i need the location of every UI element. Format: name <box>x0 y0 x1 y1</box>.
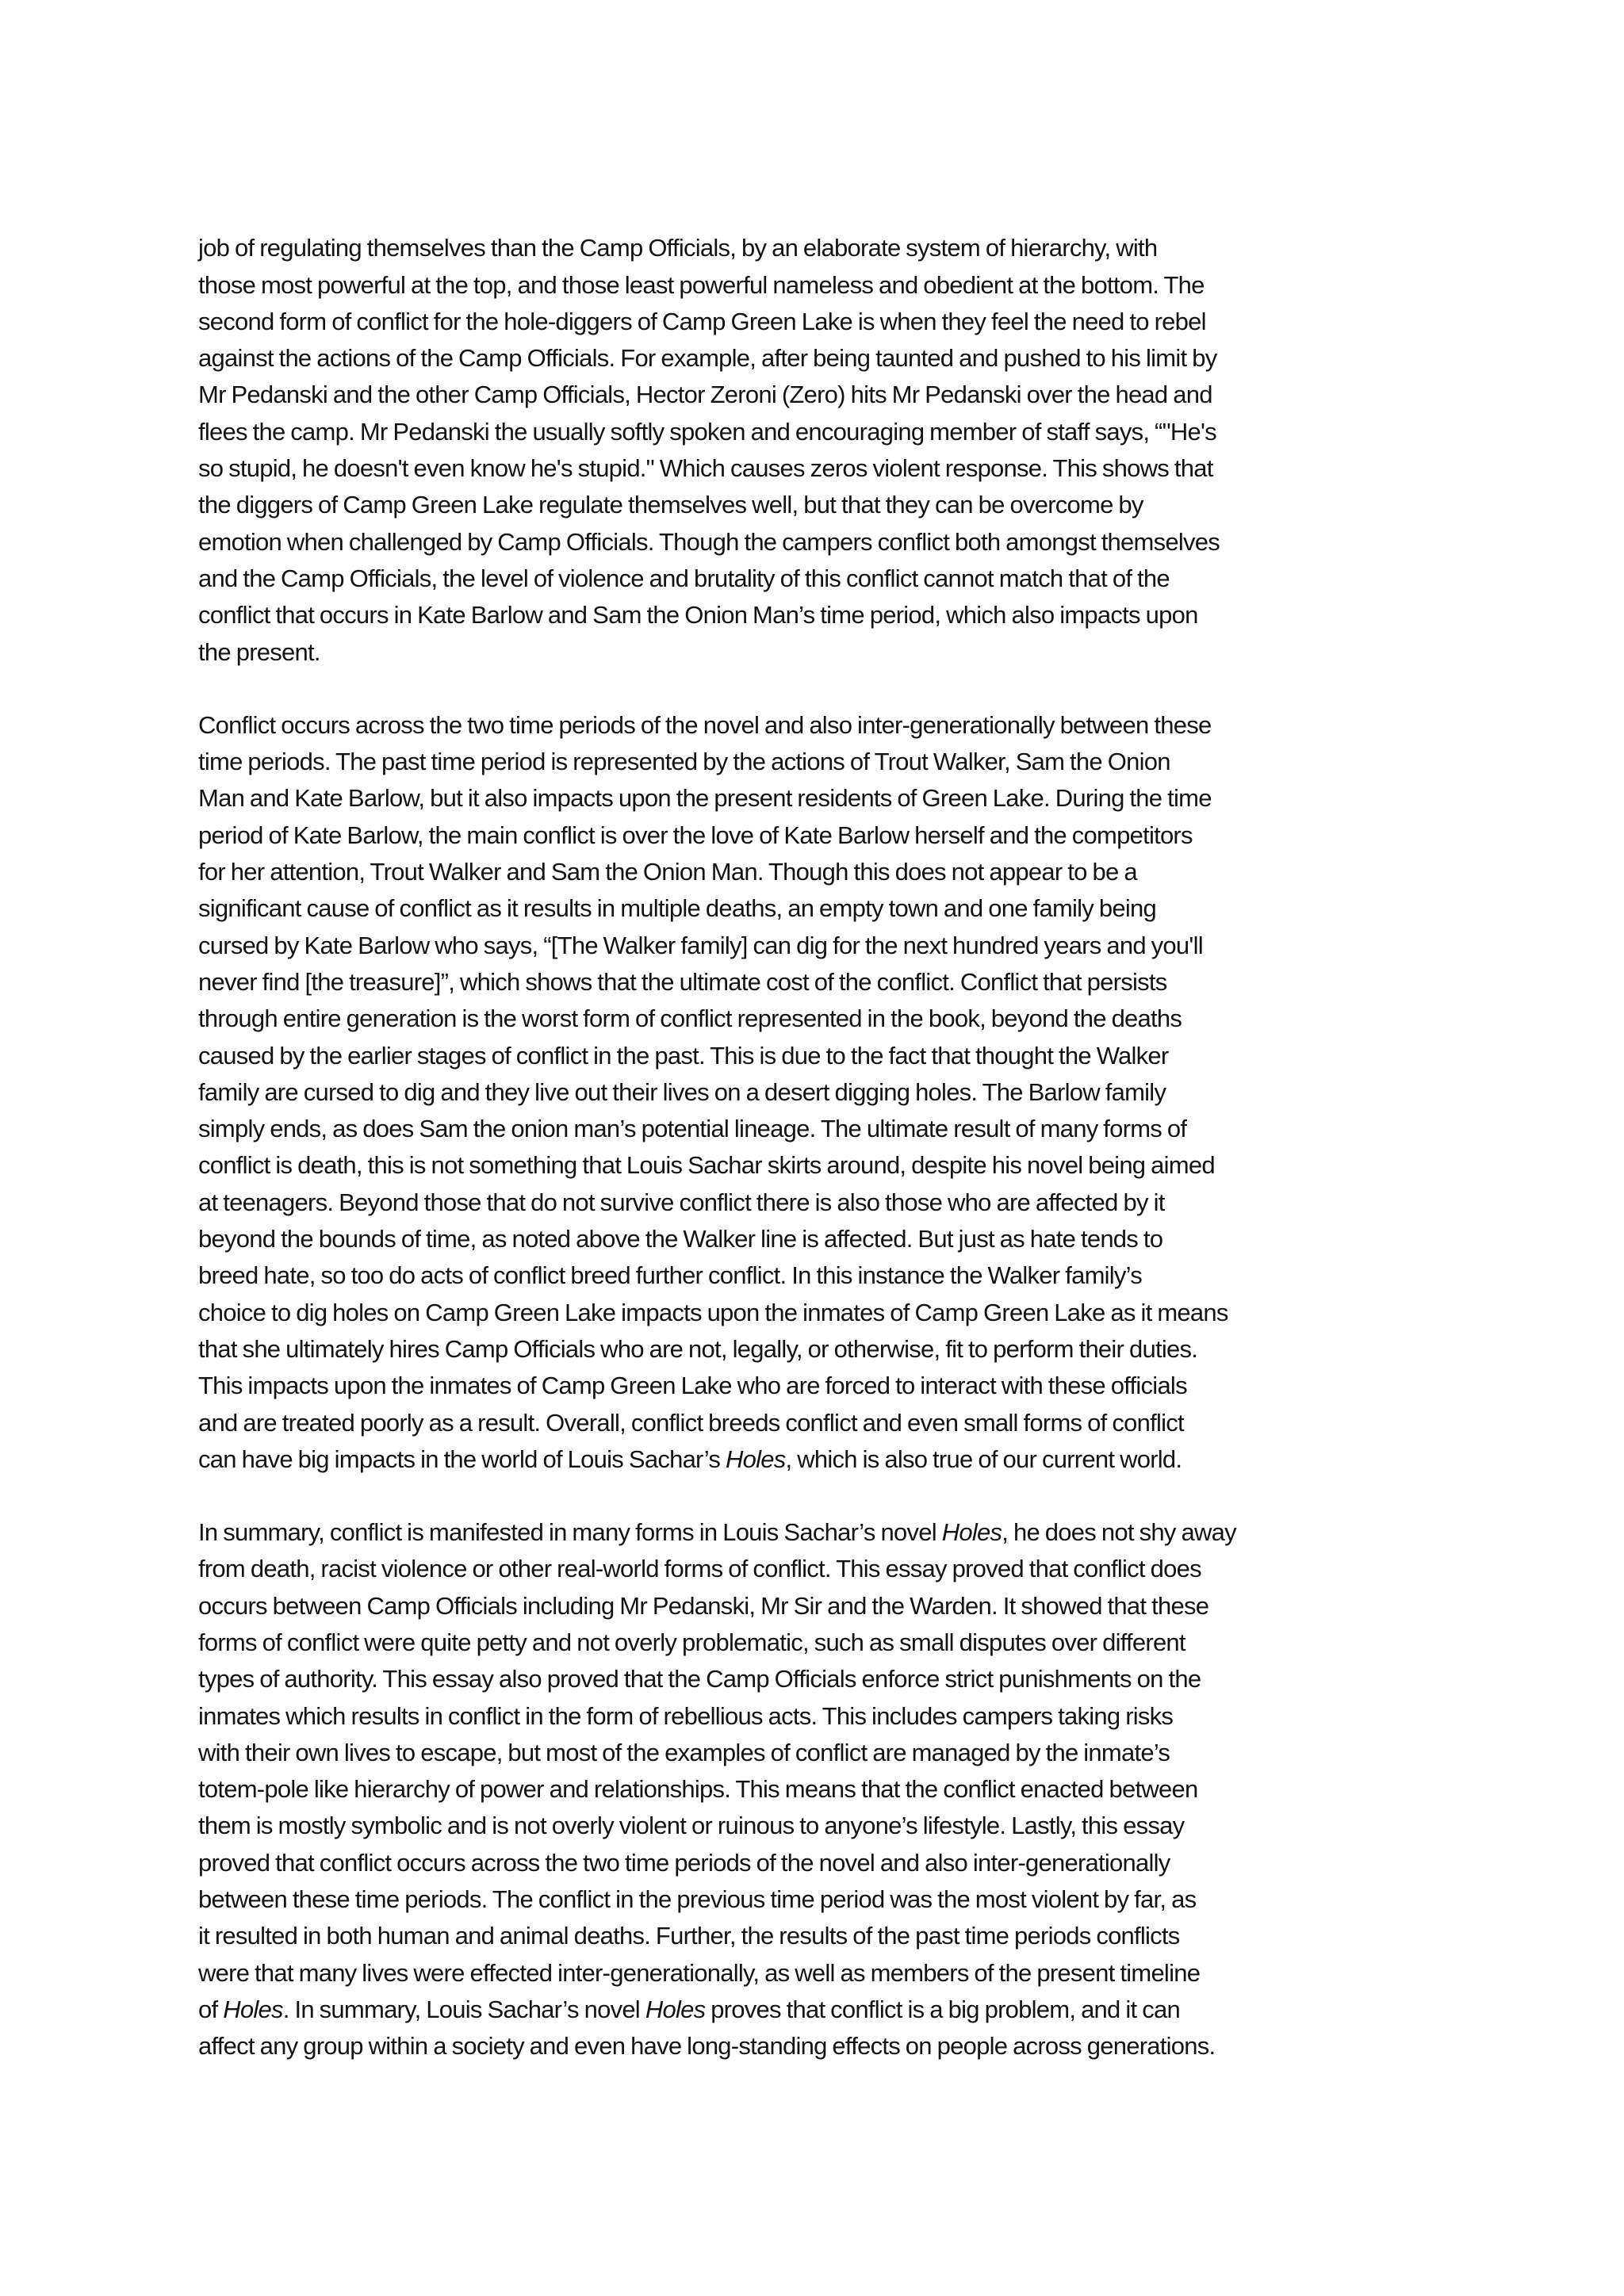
essay-paragraph <box>198 707 1443 1478</box>
paragraph-text: , which is also true of our current world. <box>785 1445 1182 1473</box>
paragraph-text: , he does not shy away from death, racist violence or other real-world forms of conflict. This essay proved that conflict does occurs between Camp Officials including Mr Pedanski, Mr Sir and the Warden. It showed that these forms of conflict were quite petty and not overly problematic, such as small disputes over different types of authority. This essay also proved that the Camp Officials enforce strict punishments on the inmates which results in conflict in the form of rebellious acts. This includes campers taking risks with their own lives to escape, but most of the examples of conflict are managed by the inmate’s totem-pole like hierarchy of power and relationships. This means that the conflict enacted between them is mostly symbolic and is not overly violent or ruinous to anyone’s lifestyle. Lastly, this essay proved that conflict occurs across the two time periods of the novel and also inter-generationally between these time periods. The conflict in the previous time period was the most violent by far, as it resulted in both human and animal deaths. Further, the results of the past time periods conflicts were that many lives were effected inter-generationally, as well as members of the present timeline of <box>198 1518 1236 2023</box>
paragraph-text: proves that conflict is a big problem, and it can affect any group within a society and even have long-standing effects on people across generations. <box>198 1995 1216 2061</box>
paragraph-text: . In summary, Louis Sachar’s novel <box>282 1995 645 2023</box>
paragraph-text: In summary, conflict is manifested in many forms in Louis Sachar’s novel <box>198 1518 942 1547</box>
paragraph-text: job of regulating themselves than the Camp Officials, by an elaborate system of hierarchy, with those most powerful at the top, and those least powerful nameless and obedient at the bottom. The second form of conflict for the hole-diggers of Camp Green Lake is when they feel the need to rebel against the actions of the Camp Officials. For example, after being taunted and pushed to his limit by Mr Pedanski and the other Camp Officials, Hector Zeroni (Zero) hits Mr Pedanski over the head and flees the camp. Mr Pedanski the usually softly spoken and encouraging member of staff says, “"He's so stupid, he doesn't even know he's stupid." Which causes zeros violent response. This shows that the diggers of Camp Green Lake regulate themselves well, but that they can be overcome by emotion when challenged by Camp Officials. Though the campers conflict both amongst themselves and the Camp Officials, the level of violence and brutality of this conflict cannot match that of the conflict that occurs in Kate Barlow and Sam the Onion Man’s time period, which also impacts upon the present. <box>198 234 1220 666</box>
book-title-italic: Holes <box>941 1518 1002 1547</box>
book-title-italic: Holes <box>725 1445 786 1473</box>
paragraph-text: Conflict occurs across the two time periods of the novel and also inter-generationally between these time periods. The past time period is represented by the actions of Trout Walker, Sam the Onion Man and Kate Barlow, but it also impacts upon the present residents of Green Lake. During the time period of Kate Barlow, the main conflict is over the love of Kate Barlow herself and the competitors for her attention, Trout Walker and Sam the Onion Man. Though this does not appear to be a significant cause of conflict as it results in multiple deaths, an empty town and one family being cursed by Kate Barlow who says, “[The Walker family] can dig for the next hundred years and you'll never find [the treasure]”, which shows that the ultimate cost of the conflict. Conflict that persists through entire generation is the worst form of conflict represented in the book, beyond the deaths caused by the earlier stages of conflict in the past. This is due to the fact that thought the Walker family are cursed to dig and they live out their lives on a desert digging holes. The Barlow family simply ends, as does Sam the onion man’s potential lineage. The ultimate result of many forms of conflict is death, this is not something that Louis Sachar skirts around, despite his novel being aimed at teenagers. Beyond those that do not survive conflict there is also those who are affected by it beyond the bounds of time, as noted above the Walker line is affected. But just as hate tends to breed hate, so too do acts of conflict breed further conflict. In this instance the Walker family’s choice to dig holes on Camp Green Lake impacts upon the inmates of Camp Green Lake as it means that she ultimately hires Camp Officials who are not, legally, or otherwise, fit to perform their duties. This impacts upon the inmates of Camp Green Lake who are forced to interact with these officials and are treated poorly as a result. Overall, conflict breeds conflict and even small forms of conflict can have big impacts in the world of Louis Sachar’s <box>198 710 1228 1473</box>
essay-body <box>198 193 1443 2065</box>
essay-paragraph <box>198 193 1443 671</box>
book-title-italic: Holes <box>645 1995 706 2023</box>
essay-paragraph <box>198 1514 1443 2064</box>
book-title-italic: Holes <box>223 1995 283 2023</box>
